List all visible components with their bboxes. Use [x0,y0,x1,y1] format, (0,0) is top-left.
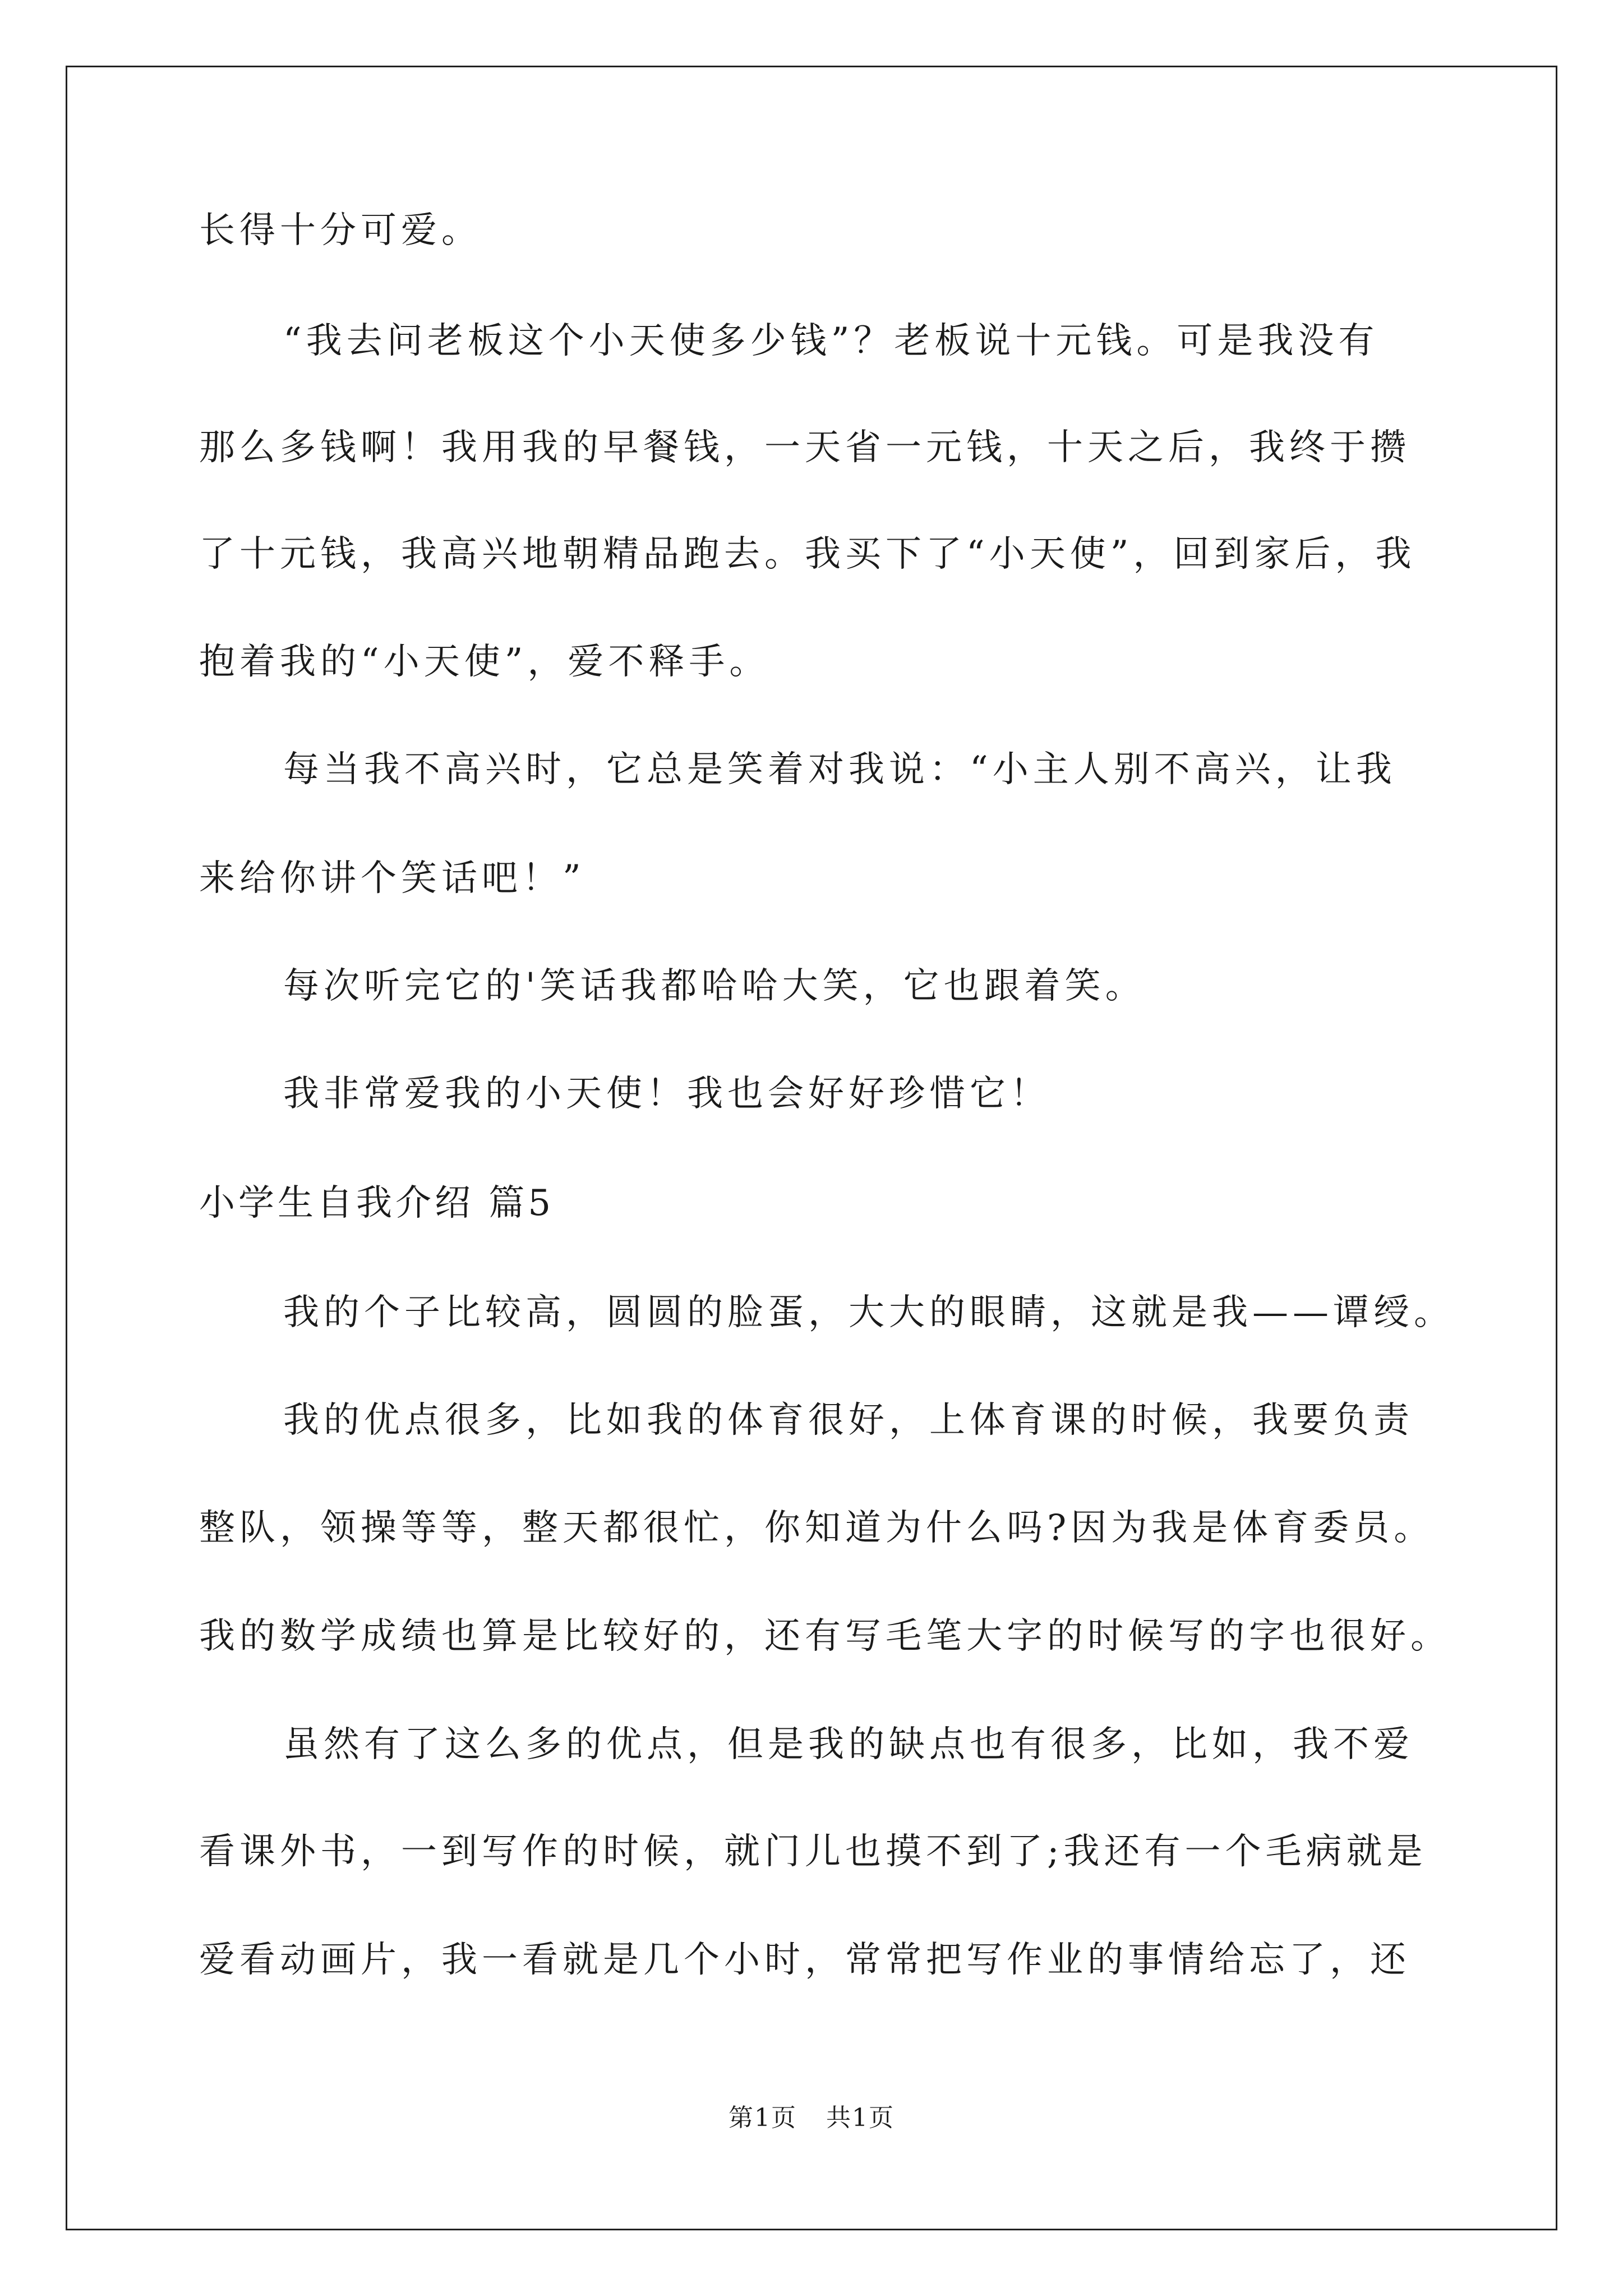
text-line: 来给你讲个笑话吧！” [199,858,585,899]
text-line: 我非常爱我的小天使！我也会好好珍惜它！ [283,1073,1050,1115]
text-line: 那么多钱啊！我用我的早餐钱，一天省一元钱，十天之后，我终于攒 [199,427,1410,468]
section-heading: 小学生自我介绍 篇5 [199,1182,555,1224]
text-line: 了十元钱，我高兴地朝精品跑去。我买下了“小天使”，回到家后，我 [199,533,1416,575]
text-line: 爱看动画片，我一看就是几个小时，常常把写作业的事情给忘了，还 [199,1939,1410,1981]
text-line: “我去问老板这个小天使多少钱”？老板说十元钱。可是我没有 [283,320,1379,362]
page-border [66,66,1557,2230]
text-line: 我的优点很多，比如我的体育很好，上体育课的时候，我要负责 [283,1400,1414,1441]
text-line: 长得十分可爱。 [199,210,482,251]
text-line: 我的个子比较高，圆圆的脸蛋，大大的眼睛，这就是我——谭绶。 [283,1292,1454,1333]
page-total: 共1页 [826,2104,895,2132]
text-line: 我的数学成绩也算是比较好的，还有写毛笔大字的时候写的字也很好。 [199,1616,1451,1657]
text-line: 每当我不高兴时，它总是笑着对我说：“小主人别不高兴，让我 [283,749,1396,790]
page-number: 第1页 [728,2104,797,2132]
text-line: 抱着我的“小天使”，爱不释手。 [199,641,770,683]
text-line: 整队，领操等等，整天都很忙，你知道为什么吗?因为我是体育委员。 [199,1507,1435,1549]
text-line: 虽然有了这么多的优点，但是我的缺点也有很多，比如，我不爱 [283,1724,1414,1765]
text-line: 每次听完它的'笑话我都哈哈大笑，它也跟着笑。 [283,965,1146,1007]
page-footer [0,2102,1623,2134]
text-line: 看课外书，一到写作的时候，就门儿也摸不到了;我还有一个毛病就是 [199,1831,1427,1872]
